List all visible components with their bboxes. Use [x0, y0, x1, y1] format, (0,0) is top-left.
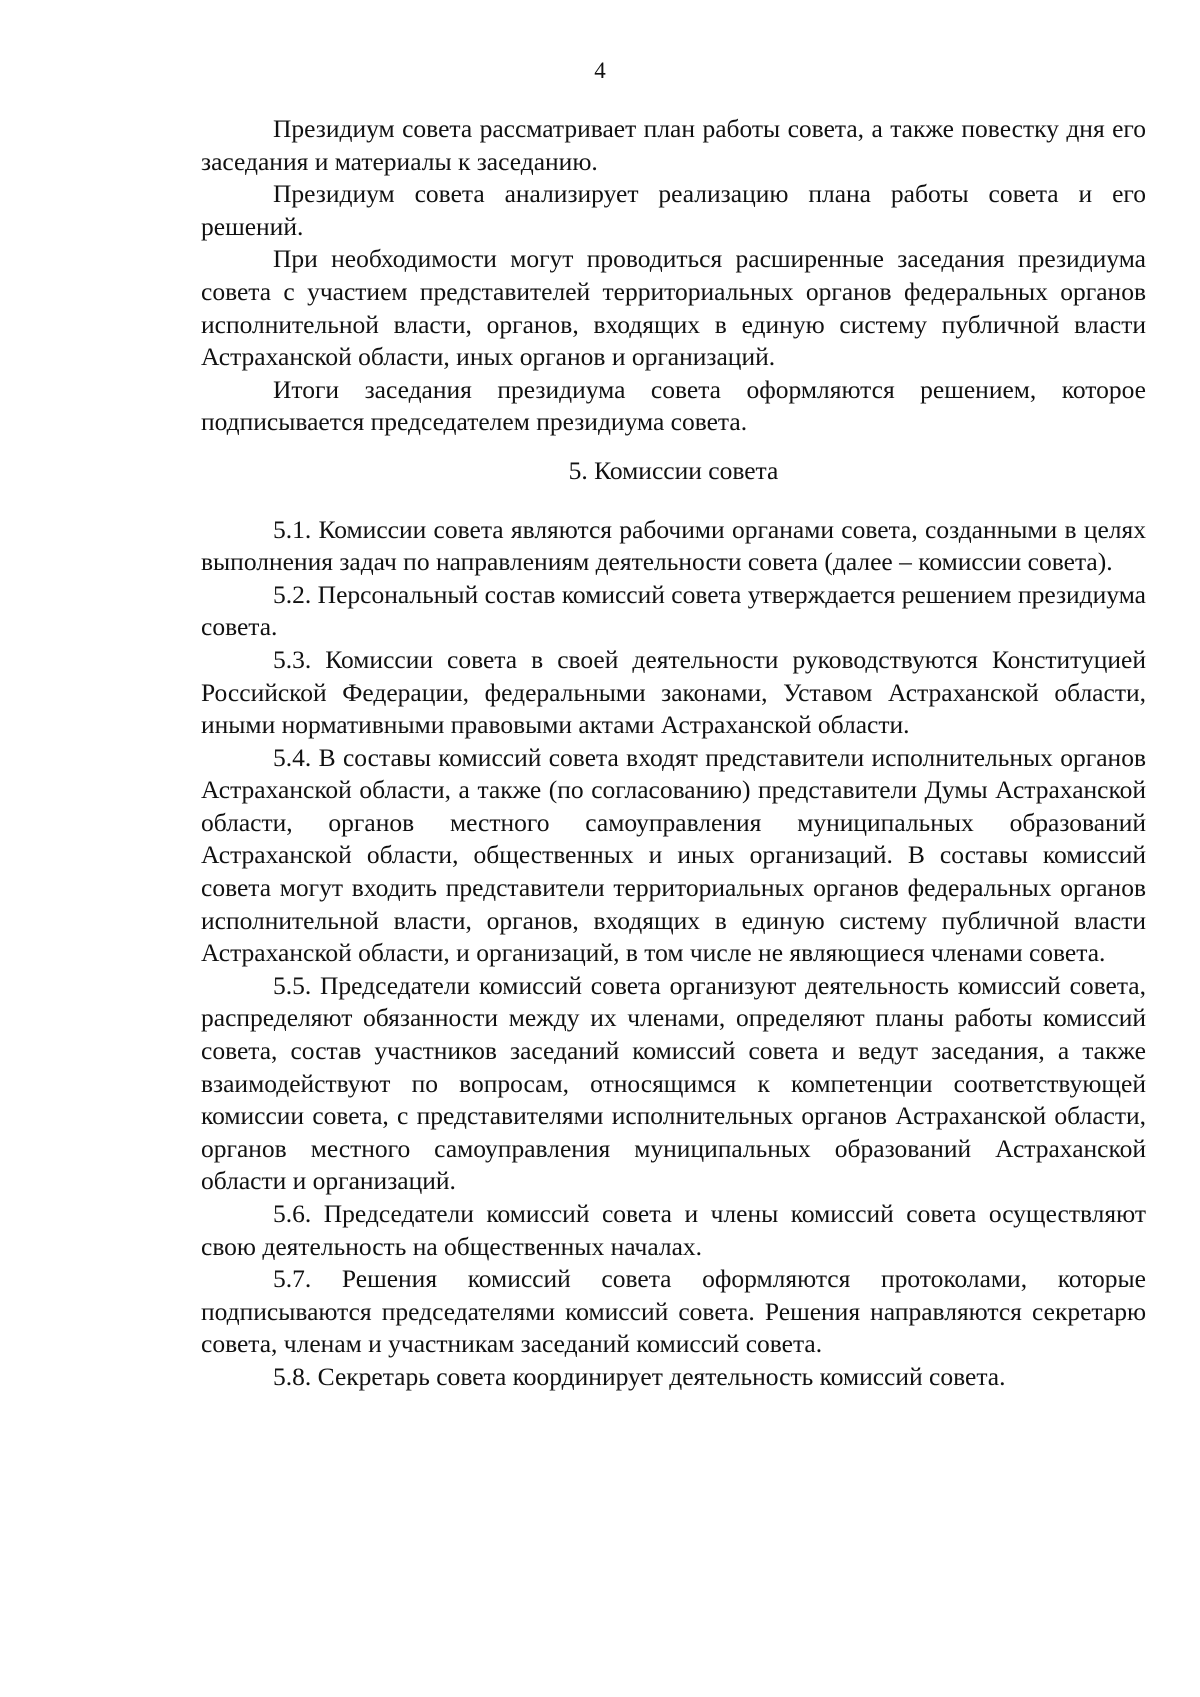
clause-5-5: 5.5. Председатели комиссий совета организуют деятельность комиссий совета, распределяют обязанности между их членами, определяют планы работы комиссий совета, состав участников заседаний комиссий совета и ведут заседания, а также взаимодействуют по вопросам, относящимся к компетенции соответствующей комиссии совета, с представителями исполнительных органов Астраханской области, органов местного самоуправления муниципальных образований Астраханской области и организаций. — [201, 970, 1146, 1196]
clause-5-1: 5.1. Комиссии совета являются рабочими органами совета, созданными в целях выполнения задач по направлениям деятельности совета (далее – комиссии совета). — [201, 514, 1146, 577]
clause-5-7: 5.7. Решения комиссий совета оформляются протоколами, которые подписываются председателями комиссий совета. Решения направляются секретарю совета, членам и участникам заседаний комиссий совета. — [201, 1264, 1146, 1359]
paragraph-presidium-plan: Президиум совета рассматривает план работы совета, а также повестку дня его заседания и материалы к заседанию. — [201, 114, 1146, 176]
clause-5-4: 5.4. В составы комиссий совета входят представители исполнительных органов Астраханской области, а также (по согласованию) представители Думы Астраханской области, органов местного самоуправления муниципальных образований Астраханской области, общественных и иных организаций. В составы комиссий совета могут входить представители территориальных органов федеральных органов исполнительной власти, органов, входящих в единую систему публичной власти Астраханской области, и организаций, в том числе не являющиеся членами совета. — [201, 742, 1146, 968]
heading-spacer — [201, 504, 1146, 514]
document-body — [201, 113, 1146, 1394]
page-number: 4 — [594, 58, 606, 83]
paragraph-meeting-results: Итоги заседания президиума совета оформляются решением, которое подписывается председателем президиума совета. — [201, 374, 1146, 437]
clause-5-3: 5.3. Комиссии совета в своей деятельности руководствуются Конституцией Российской Федерации, федеральными законами, Уставом Астраханской области, иными нормативными правовыми актами Астраханской области. — [201, 644, 1146, 740]
clause-5-2: 5.2. Персональный состав комиссий совета утверждается решением президиума совета. — [201, 579, 1146, 642]
section-heading: 5. Комиссии совета — [568, 455, 779, 485]
clause-5-8: 5.8. Секретарь совета координирует деятельность комиссий совета. — [273, 1361, 1006, 1391]
paragraph-extended-meetings: При необходимости могут проводиться расширенные заседания президиума совета с участием представителей территориальных органов федеральных органов исполнительной власти, органов, входящих в единую систему публичной власти Астраханской области, иных органов и организаций. — [201, 244, 1146, 372]
clause-5-6: 5.6. Председатели комиссий совета и члены комиссий совета осуществляют свою деятельность на общественных началах. — [201, 1199, 1146, 1261]
paragraph-presidium-analysis: Президиум совета анализирует реализацию плана работы совета и его решений. — [201, 179, 1146, 241]
